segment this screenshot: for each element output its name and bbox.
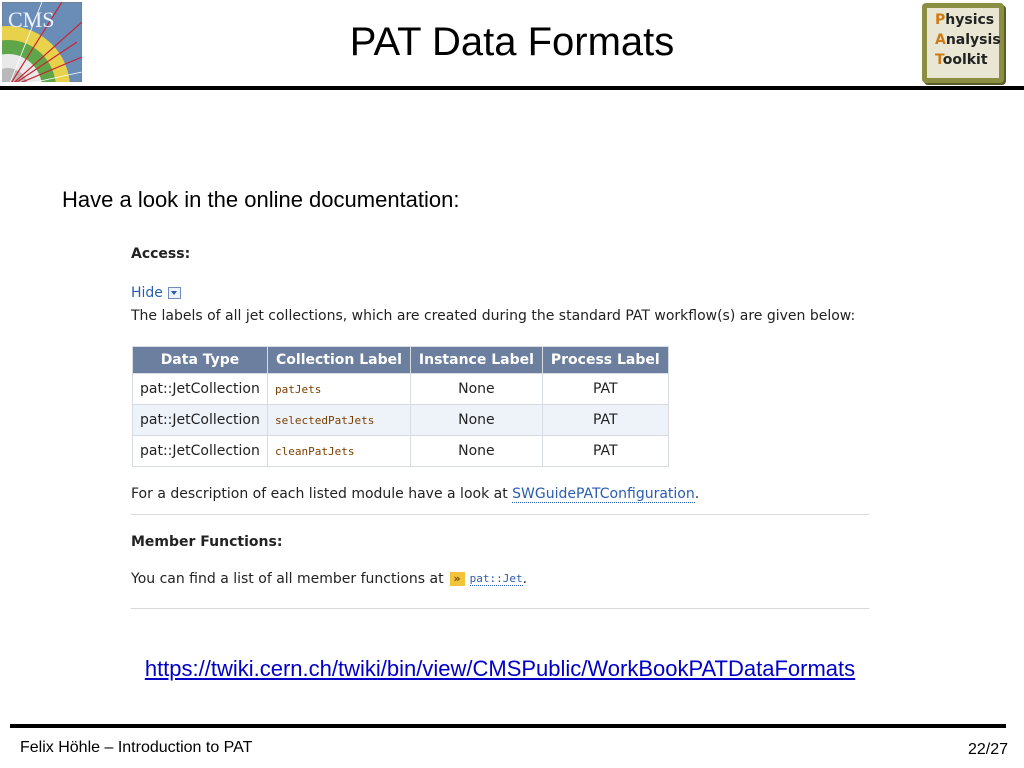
- chevron-right-icon: »: [450, 572, 465, 586]
- table-row: [133, 405, 669, 436]
- section-divider: [131, 514, 869, 515]
- labels-description: The labels of all jet collections, which are created during the standard PAT workflow(s) are given below:: [131, 308, 856, 324]
- member-functions-heading: Member Functions:: [131, 534, 283, 550]
- pat-jet-link[interactable]: pat::Jet: [469, 572, 523, 585]
- column-header: Collection Label: [268, 347, 411, 374]
- data-type-cell: pat::JetCollection: [133, 374, 268, 405]
- column-header: Instance Label: [410, 347, 542, 374]
- collection-label-cell: patJets: [268, 374, 411, 405]
- hide-label: Hide: [131, 285, 163, 301]
- data-type-cell: pat::JetCollection: [133, 436, 268, 467]
- footer-author: Felix Höhle – Introduction to PAT: [20, 739, 253, 756]
- jet-collections-table: [132, 346, 669, 467]
- slide-title: PAT Data Formats: [349, 20, 675, 64]
- instance-label-cell: None: [410, 405, 542, 436]
- documentation-excerpt: [131, 240, 871, 615]
- swguide-link[interactable]: SWGuidePATConfiguration: [512, 486, 695, 502]
- twiki-link[interactable]: https://twiki.cern.ch/twiki/bin/view/CMSPublic/WorkBookPATDataFormats: [144, 656, 856, 681]
- pat-logo-line: Analysis: [935, 32, 1001, 48]
- footer-divider: [10, 724, 1006, 728]
- column-header: Process Label: [542, 347, 668, 374]
- hide-link[interactable]: [131, 285, 181, 301]
- table-row: [133, 374, 669, 405]
- process-label-cell: PAT: [542, 436, 668, 467]
- collection-label-cell: cleanPatJets: [268, 436, 411, 467]
- collection-label-cell: selectedPatJets: [268, 405, 411, 436]
- section-divider: [131, 608, 869, 609]
- intro-text: Have a look in the online documentation:: [62, 187, 460, 212]
- access-heading: Access:: [131, 246, 191, 262]
- documentation-url: [0, 656, 1000, 682]
- module-description: For a description of each listed module have a look at SWGuidePATConfiguration.: [131, 486, 700, 502]
- process-label-cell: PAT: [542, 405, 668, 436]
- instance-label-cell: None: [410, 436, 542, 467]
- table-header-row: [133, 347, 669, 374]
- table-row: [133, 436, 669, 467]
- pat-logo-line: Toolkit: [935, 52, 988, 68]
- page-number: 22/27: [967, 741, 1008, 758]
- header-divider: [0, 86, 1024, 90]
- pat-logo: [922, 3, 1004, 83]
- dropdown-icon: [168, 287, 181, 299]
- member-functions-text: You can find a list of all member functions at » pat::Jet .: [131, 571, 528, 587]
- cms-logo-text: CMS: [8, 7, 55, 32]
- data-type-cell: pat::JetCollection: [133, 405, 268, 436]
- column-header: Data Type: [133, 347, 268, 374]
- instance-label-cell: None: [410, 374, 542, 405]
- process-label-cell: PAT: [542, 374, 668, 405]
- pat-logo-line: Physics: [935, 12, 995, 28]
